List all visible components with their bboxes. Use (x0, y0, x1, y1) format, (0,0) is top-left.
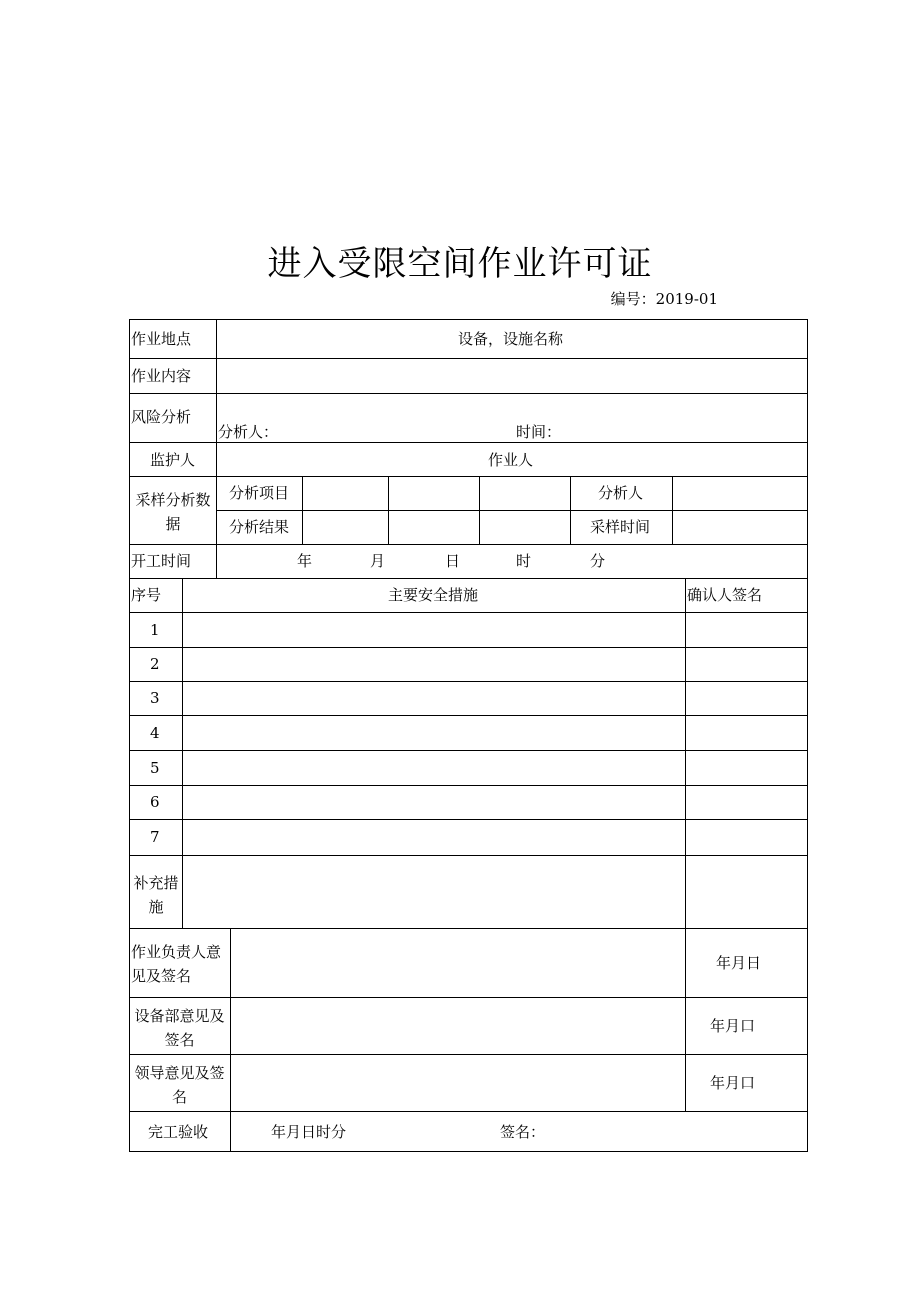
start-year: 年 (297, 552, 313, 570)
start-time-label: 开工时间 (131, 552, 192, 570)
main-measures-header: 主要安全措施 (388, 586, 479, 604)
dept-opinion-label: 设备部意见及签名 (134, 1007, 225, 1049)
measure-number: 1 (150, 621, 160, 639)
analysis-items-label: 分析项目 (229, 484, 290, 502)
sample-time-label: 采样时间 (590, 518, 651, 536)
boss-date: 年月口 (710, 1074, 756, 1092)
worker-label: 作业人 (488, 451, 534, 469)
leader-date: 年月日 (716, 954, 762, 972)
measure-number: 2 (150, 655, 160, 673)
location-label: 作业地点 (131, 330, 192, 348)
measure-number: 6 (150, 793, 160, 811)
equipment-label: 设备，设施名称 (458, 330, 564, 348)
sampling-label: 采样分析数据 (135, 491, 211, 533)
supervisor-label: 监护人 (150, 451, 196, 469)
analysis-results-label: 分析结果 (229, 518, 290, 536)
content-label: 作业内容 (131, 367, 192, 385)
measure-number: 4 (150, 724, 160, 742)
measure-number: 5 (150, 759, 160, 777)
risk-label: 风险分析 (131, 408, 192, 426)
start-minute: 分 (590, 552, 606, 570)
page-title: 进入受限空间作业许可证 (267, 244, 653, 284)
leader-opinion-label: 作业负责人意见及签名 (131, 943, 222, 985)
time-label: 时间： (516, 423, 562, 441)
confirm-sign-header: 确认人签名 (687, 586, 763, 604)
completion-sign: 签名： (500, 1123, 546, 1141)
measure-number: 7 (150, 828, 160, 846)
start-hour: 时 (516, 552, 532, 570)
completion-label: 完工验收 (148, 1123, 209, 1141)
dept-date: 年月口 (710, 1017, 756, 1035)
start-day: 日 (445, 552, 461, 570)
serial-number: 编号：2019-01 (610, 290, 718, 308)
measure-number: 3 (150, 689, 160, 707)
supplement-label: 补充措施 (133, 874, 179, 916)
start-month: 月 (370, 552, 386, 570)
analyst-label: 分析人： (218, 423, 279, 441)
completion-date: 年月日时分 (271, 1123, 347, 1141)
boss-opinion-label: 领导意见及签名 (134, 1064, 225, 1106)
no-header: 序号 (131, 586, 162, 604)
analyst-column-label: 分析人 (598, 484, 644, 502)
